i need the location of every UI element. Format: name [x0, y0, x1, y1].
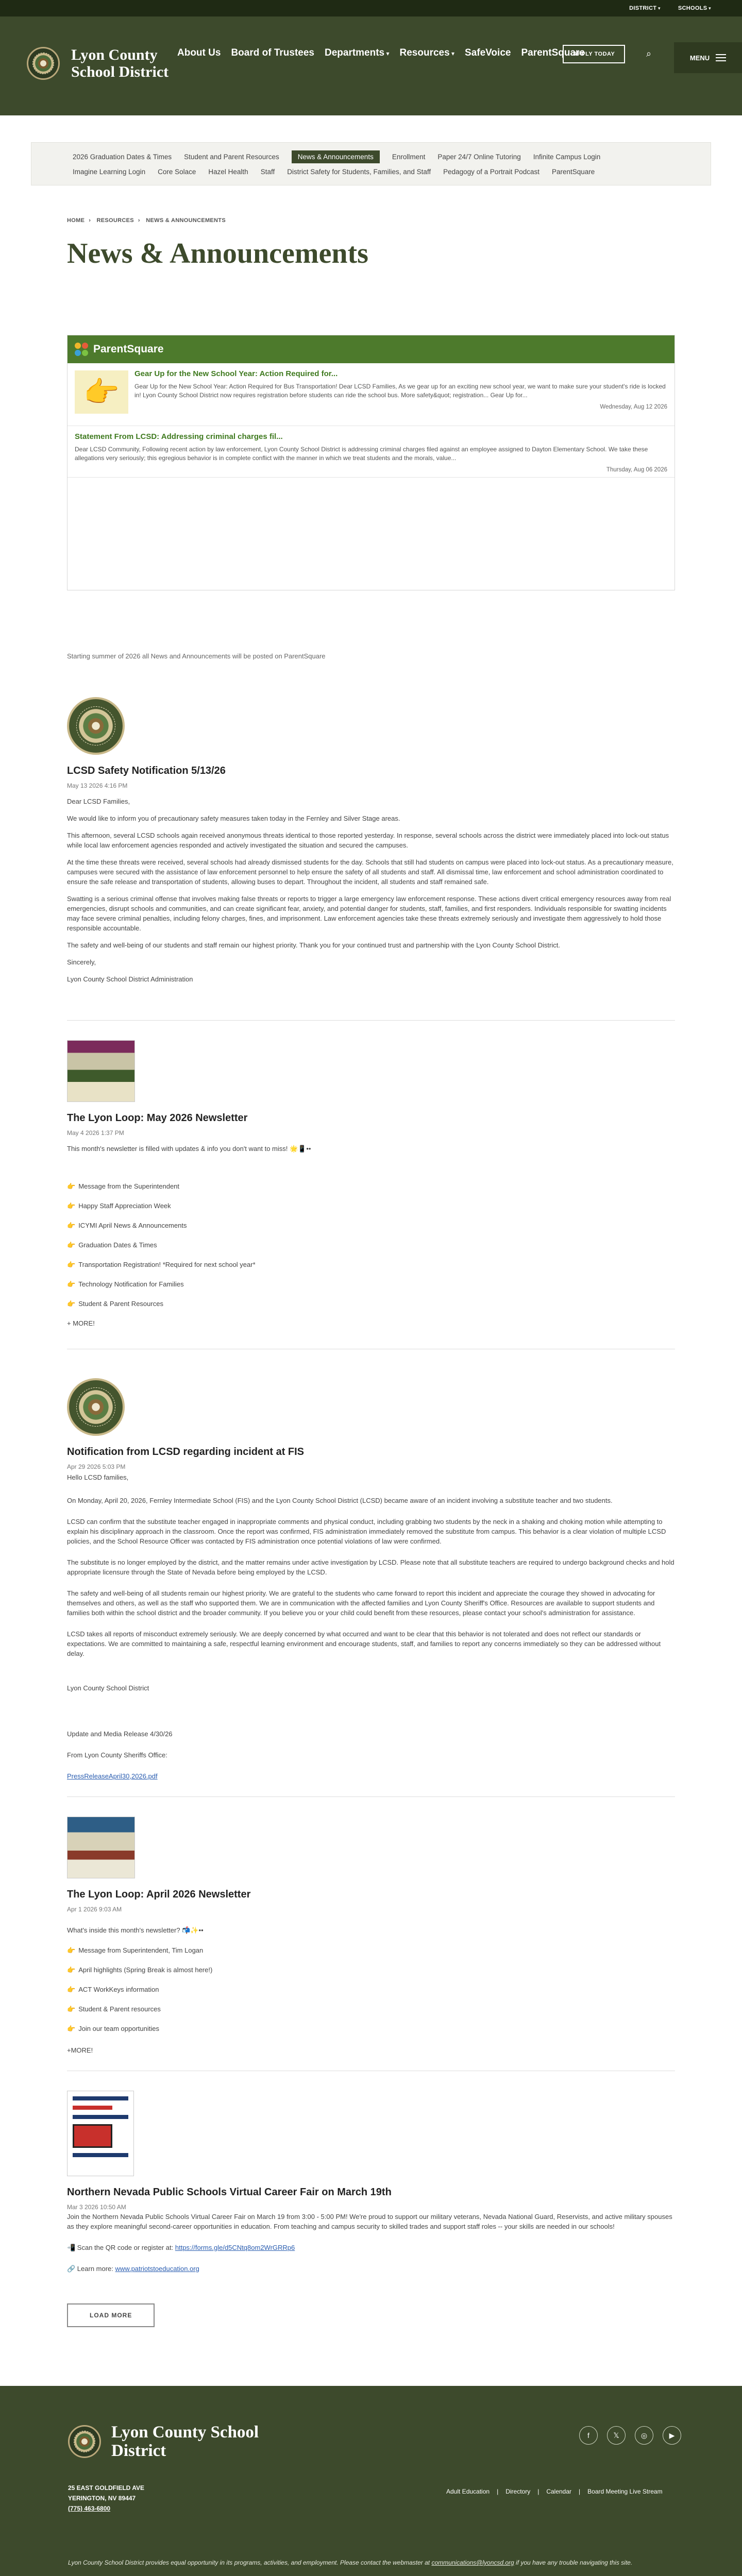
subnav-graduation[interactable]: 2026 Graduation Dates & Times [73, 153, 172, 161]
list-item: 👉 Message from the Superintendent [67, 1182, 180, 1190]
post-date: Mar 3 2026 10:50 AM [67, 2204, 126, 2211]
subnav-hazel-health[interactable]: Hazel Health [208, 168, 248, 176]
post-paragraph: This afternoon, several LCSD schools again received anonymous threats identical to those reported yesterday. In response, several schools across the district were immediately placed into lock-out status while local law enforcement agencies responded and actively investigated the situation and secured the campuses. [67, 832, 669, 849]
subnav-district-safety[interactable]: District Safety for Students, Families, and Staff [287, 168, 431, 176]
subnav-news-announcements[interactable]: News & Announcements [292, 150, 380, 163]
pointer-icon: 👉 [67, 1986, 76, 1993]
news-post [67, 1378, 675, 1797]
pointer-icon: 👉 [67, 1182, 76, 1190]
site-footer [0, 2386, 742, 2576]
post-date: May 13 2026 4:16 PM [67, 782, 128, 789]
footer-link-board-meeting[interactable]: Board Meeting Live Stream [587, 2488, 663, 2495]
post-date: May 4 2026 1:37 PM [67, 1129, 124, 1137]
footer-logo-link[interactable] [68, 2423, 286, 2460]
footer-district-name: Lyon County School District [111, 2423, 259, 2460]
post-paragraph: The safety and well-being of all students remain our highest priority. We are grateful to the students who came forward to report this incident and appreciate the courage they showed in advocating for themselves and others, as well as the staff who supported them. We are in communication with the affected families and Lyon County Sheriff's Office. Resources are available to support students and families both within the school district and the broader community. If you believe you or your child could benefit from these resources, please contact your school's administration for assistance. [67, 1589, 655, 1617]
list-item: 👉 Transportation Registration! *Required for next school year* [67, 1261, 256, 1268]
subnav-staff[interactable]: Staff [260, 168, 275, 176]
x-twitter-icon[interactable]: 𝕏 [607, 2426, 626, 2445]
pointer-icon: 👉 [67, 1202, 76, 1210]
breadcrumb: HOME › RESOURCES › NEWS & ANNOUNCEMENTS [67, 217, 226, 224]
breadcrumb-resources[interactable]: RESOURCES [96, 217, 134, 224]
list-item: 👉 Technology Notification for Families [67, 1280, 184, 1288]
parentsquare-post-date: Wednesday, Aug 12 2026 [600, 404, 667, 410]
post-more: +MORE! [67, 2046, 93, 2054]
post-paragraph: The safety and well-being of our students and staff remain our highest priority. Thank you for your continued trust and partnership with the Lyon County School District. [67, 941, 560, 949]
footer-link-calendar[interactable]: Calendar [546, 2488, 572, 2495]
parentsquare-brand: ParentSquare [93, 343, 164, 355]
pointing-hand-icon: 👉 [75, 370, 128, 414]
pointer-icon: 👉 [67, 2025, 76, 2032]
parentsquare-header [68, 335, 674, 363]
nav-parentsquare[interactable]: ParentSquare [521, 47, 585, 58]
footer-links: Adult Education | Directory | Calendar | Board Meeting Live Stream [446, 2488, 663, 2495]
list-item: 👉 Message from Superintendent, Tim Logan [67, 1946, 204, 1954]
qr-code-icon [73, 2124, 112, 2148]
learn-more-label: 🔗 Learn more: [67, 2265, 113, 2273]
subnav-infinite-campus[interactable]: Infinite Campus Login [533, 153, 601, 161]
subnav-parentsquare[interactable]: ParentSquare [551, 168, 595, 176]
social-links [579, 2426, 681, 2445]
news-post [67, 2091, 675, 2274]
post-more: + MORE! [67, 1319, 95, 1327]
facebook-icon[interactable]: f [579, 2426, 598, 2445]
post-title[interactable]: The Lyon Loop: April 2026 Newsletter [67, 1889, 251, 1900]
page-title: News & Announcements [67, 238, 368, 269]
district-dropdown[interactable]: DISTRICT ▾ [629, 5, 661, 11]
post-paragraph: LCSD can confirm that the substitute teacher engaged in inappropriate comments and physical conduct, including grabbing two students by the neck in a shaking and choking motion while attempting to explain his disciplinary approach in the classroom. Once the report was confirmed, FIS administration immediately removed the substitute from campus. This behavior is a clear violation of multiple LCSD policies, and the School Resource Officer was contacted by FIS administration once potential violations of law were confirmed. [67, 1518, 666, 1545]
footer-address [68, 2483, 144, 2514]
post-thumbnail[interactable] [67, 697, 125, 755]
post-signature: Lyon County School District Administration [67, 975, 193, 983]
post-paragraph: We would like to inform you of precautionary safety measures taken today in the Fernley and Silver Stage areas. [67, 815, 400, 822]
post-thumbnail[interactable] [67, 2091, 134, 2176]
post-update: Update and Media Release 4/30/26 [67, 1730, 173, 1738]
phone-link[interactable]: (775) 463-6800 [68, 2505, 111, 2512]
breadcrumb-current: NEWS & ANNOUNCEMENTS [146, 217, 226, 224]
list-item: 👉 Student & Parent resources [67, 2005, 161, 2013]
post-date: Apr 1 2026 9:03 AM [67, 1906, 122, 1913]
post-intro: What's inside this month's newsletter? 📬✨•• [67, 1926, 204, 1934]
pointer-icon: 👉 [67, 1946, 76, 1954]
footer-link-directory[interactable]: Directory [505, 2488, 531, 2495]
address-line: YERINGTON, NV 89447 [68, 2495, 136, 2502]
nav-safevoice[interactable]: SafeVoice [465, 47, 511, 58]
parentsquare-widget [67, 335, 675, 590]
list-item: 👉 ACT WorkKeys information [67, 1986, 159, 1993]
parentsquare-post[interactable] [68, 426, 674, 478]
post-paragraph: On Monday, April 20, 2026, Fernley Intermediate School (FIS) and the Lyon County School District (LCSD) became aware of an incident involving a substitute teacher and two students. [67, 1497, 613, 1504]
patriots-link[interactable]: www.patriotstoeducation.org [115, 2265, 199, 2273]
pointer-icon: 👉 [67, 2005, 76, 2013]
qr-label: 📲 Scan the QR code or register at: [67, 2244, 174, 2251]
search-icon[interactable]: ⌕ [646, 48, 652, 59]
post-source: From Lyon County Sheriffs Office: [67, 1751, 167, 1759]
news-post [67, 697, 675, 1021]
pointer-icon: 👉 [67, 1261, 76, 1268]
section-subnav [31, 142, 711, 185]
parentsquare-logo-icon [75, 343, 88, 356]
list-item: 👉 Happy Staff Appreciation Week [67, 1202, 171, 1210]
post-title[interactable]: The Lyon Loop: May 2026 Newsletter [67, 1112, 248, 1124]
pointer-icon: 👉 [67, 1280, 76, 1288]
nav-about-us[interactable]: About Us [177, 47, 221, 58]
post-signature: Lyon County School District [67, 1684, 149, 1692]
list-item: 👉 Student & Parent Resources [67, 1300, 163, 1308]
post-thumbnail[interactable] [67, 1817, 135, 1878]
parentsquare-post-title[interactable]: Gear Up for the New School Year: Action Required for... [134, 369, 338, 378]
list-item: 👉 April highlights (Spring Break is almost here!) [67, 1966, 213, 1974]
district-name: Lyon County School District [71, 46, 169, 80]
pointer-icon: 👉 [67, 1241, 76, 1249]
post-signoff: Sincerely, [67, 958, 96, 966]
site-header [0, 16, 742, 115]
news-post [67, 1817, 675, 2071]
subnav-enrollment[interactable]: Enrollment [392, 153, 426, 161]
post-title[interactable]: LCSD Safety Notification 5/13/26 [67, 765, 226, 776]
list-item: 👉 Join our team opportunities [67, 2025, 159, 2032]
district-seal-logo [27, 47, 60, 80]
equal-opportunity-statement: Lyon County School District provides equal opportunity in its programs, activities, and employment. Please contact the webmaster at communications@lyoncsd.org if you have any trouble navigating this site. [68, 2559, 633, 2566]
pointer-icon: 👉 [67, 1300, 76, 1308]
footer-link-adult-education[interactable]: Adult Education [446, 2488, 490, 2495]
parentsquare-post-excerpt: Dear LCSD Community, Following recent action by law enforcement, Lyon County School District is addressing criminal charges filed against an employee assigned to Dayton Elementary School. We take these allegations very seriously; this egregious behavior is in complete conflict with the manner in which we treat students and the morals, value... [75, 446, 648, 462]
load-more-button[interactable]: LOAD MORE [67, 2303, 155, 2327]
post-title[interactable]: Northern Nevada Public Schools Virtual Career Fair on March 19th [67, 2187, 392, 2198]
post-paragraph: Swatting is a serious criminal offense that involves making false threats or reports to trigger a large emergency law enforcement response. These actions divert critical emergency resources away from real emergencies, disrupt schools and communities, and can create significant fear, anxiety, and potential danger for students, staff, families, and first responders. Individuals responsible for swatting incidents may face severe criminal penalties, including felony charges, fines, and imprisonment. Law enforcement agencies take these threats extremely seriously and investigate them aggressively to hold those responsible accountable. [67, 895, 671, 932]
post-paragraph: LCSD takes all reports of misconduct extremely seriously. We are deeply concerned by what occurred and want to be clear that this behavior is not tolerated and does not reflect our standards or expectations. We are committed to maintaining a safe, respectful learning environment and encourage students, staff, and families to report any concerns immediately so they can be addressed without delay. [67, 1630, 661, 1657]
nav-board-of-trustees[interactable]: Board of Trustees [231, 47, 314, 58]
instagram-icon[interactable]: ◎ [635, 2426, 653, 2445]
utility-bar [0, 0, 742, 16]
post-thumbnail[interactable] [67, 1040, 135, 1102]
parentsquare-post-excerpt: Gear Up for the New School Year: Action Required for Bus Transportation! Dear LCSD Families, As we gear up for an exciting new school year, we want to make sure your student's ride is locked in! Lyon County School District now requires registration before students can ride the school bus. More safety&quot; registration... Gear Up for... [134, 383, 666, 399]
post-paragraph: Join the Northern Nevada Public Schools Virtual Career Fair on March 19 from 3:00 - 5:00 PM! We're proud to support our military veterans, Nevada National Guard, Reservists, and active military spouses as they explore meaningful second-career opportunities in education. From teaching and campus security to skilled trades and support staff roles -- your skills are needed in our schools! [67, 2213, 672, 2230]
main-nav [177, 47, 585, 59]
address-line: 25 EAST GOLDFIELD AVE [68, 2484, 145, 2492]
schools-dropdown[interactable]: SCHOOLS ▾ [678, 5, 711, 11]
parentsquare-post-date: Thursday, Aug 06 2026 [606, 467, 667, 473]
nav-resources[interactable]: Resources ▾ [400, 47, 455, 59]
parentsquare-post[interactable] [68, 363, 674, 426]
menu-button[interactable] [674, 42, 742, 73]
post-greeting: Dear LCSD Families, [67, 798, 130, 805]
parentsquare-post-title[interactable]: Statement From LCSD: Addressing criminal charges fil... [75, 432, 283, 441]
press-release-pdf-link[interactable]: PressReleaseApril30,2026.pdf [67, 1772, 158, 1780]
webmaster-email-link[interactable]: communications@lyoncsd.org [431, 2559, 514, 2566]
district-seal-logo [68, 2425, 101, 2458]
youtube-icon[interactable]: ▶ [663, 2426, 681, 2445]
news-post [67, 1040, 675, 1349]
menu-label: MENU [689, 54, 710, 62]
subnav-core-solace[interactable]: Core Solace [158, 168, 196, 176]
pointer-icon: 👉 [67, 1222, 76, 1229]
post-thumbnail[interactable] [67, 1378, 125, 1436]
breadcrumb-home[interactable]: HOME [67, 217, 85, 224]
post-greeting: Hello LCSD families, [67, 1473, 129, 1481]
list-item: 👉 ICYMI April News & Announcements [67, 1222, 187, 1229]
list-item: 👉 Graduation Dates & Times [67, 1241, 157, 1249]
post-title[interactable]: Notification from LCSD regarding incident at FIS [67, 1446, 305, 1458]
register-link[interactable]: https://forms.gle/d5CNtq8om2WrGRRp6 [175, 2244, 295, 2251]
subnav-paper-tutoring[interactable]: Paper 24/7 Online Tutoring [437, 153, 521, 161]
subnav-student-parent-resources[interactable]: Student and Parent Resources [184, 153, 279, 161]
post-date: Apr 29 2026 5:03 PM [67, 1463, 126, 1470]
home-logo-link[interactable] [27, 46, 169, 80]
post-paragraph: At the time these threats were received, several schools had already dismissed students for the day. Schools that still had students on campus were placed into lock-out status. As a precautionary measure, campuses were secured with the assistance of law enforcement personnel to help ensure the safety of all students and staff. All dismissal time, law enforcement and school administration coordinated to ensure the safe release and transportation of students, allowing buses to depart. Throughout the incident, all students and staff remained safe. [67, 858, 673, 886]
apply-today-button[interactable]: APPLY TODAY [563, 45, 625, 63]
post-paragraph: The substitute is no longer employed by the district, and the matter remains under active investigation by LCSD. Please note that all substitute teachers are required to undergo background checks and hold appropriate licensure through the State of Nevada before being employed by the LCSD. [67, 1558, 674, 1576]
post-intro: This month's newsletter is filled with updates & info you don't want to miss! 🌟📱•• [67, 1145, 311, 1153]
parentsquare-notice: Starting summer of 2026 all News and Announcements will be posted on ParentSquare [67, 652, 326, 660]
hamburger-icon [716, 54, 726, 61]
subnav-podcast[interactable]: Pedagogy of a Portrait Podcast [443, 168, 539, 176]
nav-departments[interactable]: Departments ▾ [325, 47, 390, 59]
pointer-icon: 👉 [67, 1966, 76, 1974]
subnav-imagine-learning[interactable]: Imagine Learning Login [73, 168, 146, 176]
